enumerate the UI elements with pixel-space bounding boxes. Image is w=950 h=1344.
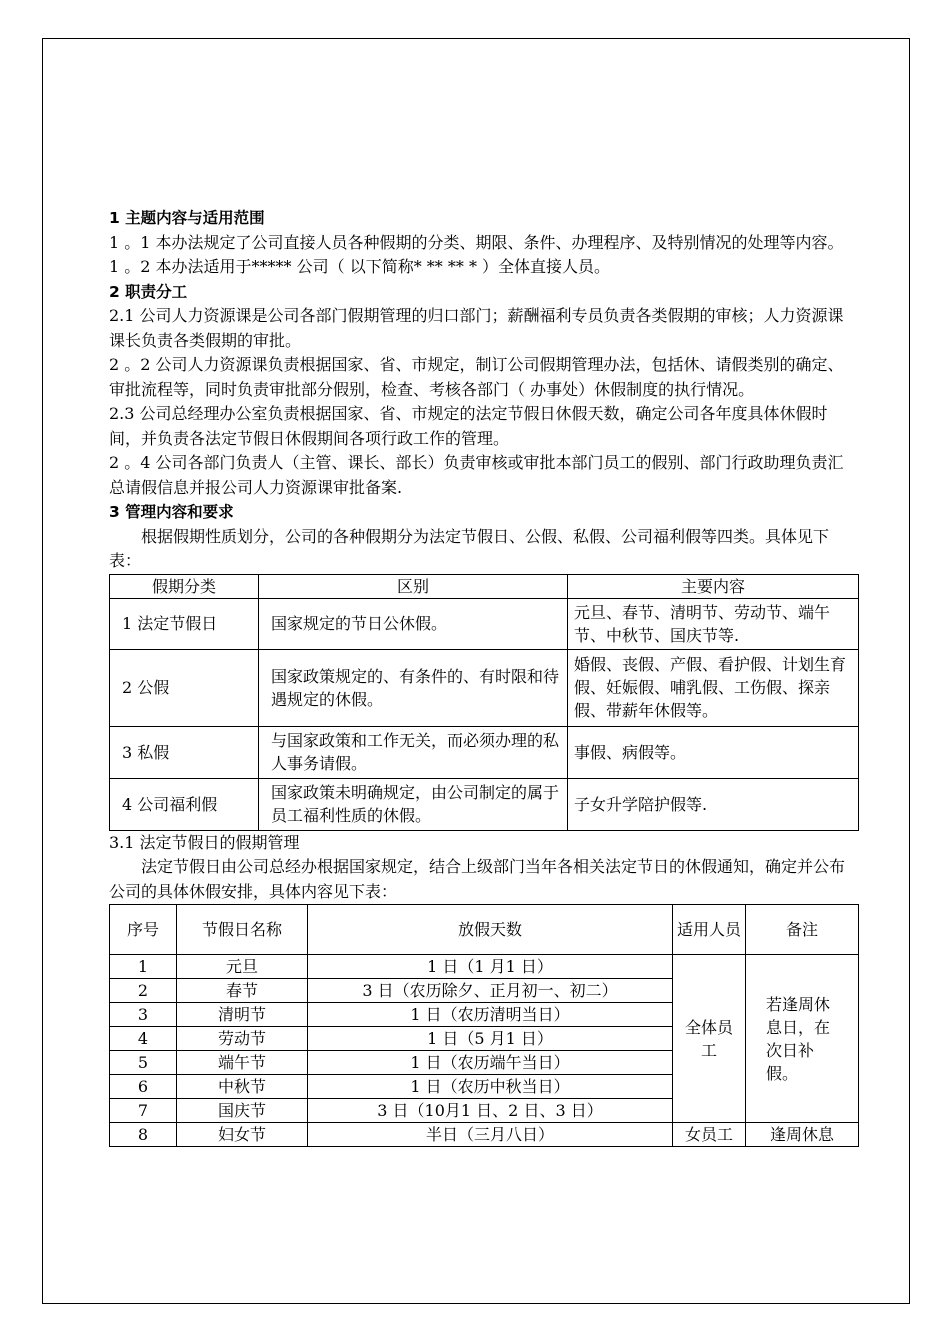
- holiday-table: [109, 904, 859, 1147]
- table-cell: 中秋节: [177, 1075, 308, 1099]
- table-header-cell: 假期分类: [110, 574, 259, 598]
- table-cell: 3 私假: [110, 726, 259, 778]
- table-header-cell: 备注: [746, 905, 859, 955]
- table-row: [110, 726, 859, 778]
- table-cell: 8: [110, 1123, 177, 1147]
- table-header-cell: 放假天数: [308, 905, 673, 955]
- paragraph-2-2: 2 。2 公司人力资源课负责根据国家、省、市规定，制订公司假期管理办法，包括休、请假类别的确定、审批流程等，同时负责审批部分假别，检查、考核各部门（ 办事处）休假制度的执行情况。: [109, 355, 844, 399]
- table-cell: 1 日（5 月1 日）: [308, 1027, 673, 1051]
- table-header-cell: 区别: [259, 574, 568, 598]
- table-cell: 3 日（农历除夕、正月初一、初二）: [308, 979, 673, 1003]
- table-header-cell: 序号: [110, 905, 177, 955]
- table-cell: 子女升学陪护假等.: [568, 778, 859, 830]
- table-cell: 婚假、丧假、产假、看护假、计划生育假、妊娠假、哺乳假、工伤假、探亲假、带薪年休假等。: [568, 649, 859, 726]
- section-3-intro: 根据假期性质划分，公司的各种假期分为法定节假日、公假、私假、公司福利假等四类。具体见下表：: [109, 526, 830, 570]
- table-row: [110, 955, 859, 979]
- leave-category-table: [109, 574, 859, 831]
- table-cell: 与国家政策和工作无关，而必须办理的私人事务请假。: [259, 726, 568, 778]
- weekend-note-cell: 若逢周休息日，在次日补假。: [746, 955, 859, 1123]
- table-header-cell: 主要内容: [568, 574, 859, 598]
- table-cell: 国家规定的节日公休假。: [259, 598, 568, 649]
- table-row: [110, 598, 859, 649]
- table-row: [110, 1123, 859, 1147]
- section-3-heading: 3 管理内容和要求: [109, 503, 234, 521]
- section-1-heading: 1 主题内容与适用范围: [109, 209, 265, 227]
- document-body: [109, 206, 859, 1147]
- table-cell: 1 日（1 月1 日）: [308, 955, 673, 979]
- table-row: [110, 778, 859, 830]
- table-cell: 1 法定节假日: [110, 598, 259, 649]
- table-cell: 2 公假: [110, 649, 259, 726]
- table-cell: 2: [110, 979, 177, 1003]
- paragraph-2-1: 2.1 公司人力资源课是公司各部门假期管理的归口部门；薪酬福利专员负责各类假期的审核；人力资源课课长负责各类假期的审批。: [109, 306, 844, 350]
- paragraph-2-3: 2.3 公司总经理办公室负责根据国家、省、市规定的法定节假日休假天数，确定公司各年度具体休假时间，并负责各法定节假日休假期间各项行政工作的管理。: [109, 404, 828, 448]
- table-cell: 5: [110, 1051, 177, 1075]
- subsection-3-1-heading: 3.1 法定节假日的假期管理: [109, 832, 300, 852]
- table-cell: 清明节: [177, 1003, 308, 1027]
- table-cell: 1: [110, 955, 177, 979]
- table-cell: 3 日（10月1 日、2 日、3 日）: [308, 1099, 673, 1123]
- table-header-cell: 适用人员: [673, 905, 746, 955]
- paragraph-1-2: 1 。2 本办法适用于***** 公司（ 以下简称* ** ** * ）全体直接人员。: [109, 257, 611, 276]
- table-cell: 国家政策规定的、有条件的、有时限和待遇规定的休假。: [259, 649, 568, 726]
- table-row: [110, 649, 859, 726]
- table-cell: 春节: [177, 979, 308, 1003]
- table-cell: 劳动节: [177, 1027, 308, 1051]
- paragraph-2-4: 2 。4 公司各部门负责人（主管、课长、部长）负责审核或审批本部门员工的假别、部门行政助理负责汇总请假信息并报公司人力资源课审批备案.: [109, 453, 844, 497]
- table-header-row: [110, 574, 859, 598]
- table-cell: 妇女节: [177, 1123, 308, 1147]
- table-cell: 事假、病假等。: [568, 726, 859, 778]
- paragraph-1-1: 1 。1 本办法规定了公司直接人员各种假期的分类、期限、条件、办理程序、及特别情况的处理等内容。: [109, 232, 844, 252]
- table-cell: 1 日（农历端午当日）: [308, 1051, 673, 1075]
- table-cell: 4: [110, 1027, 177, 1051]
- table-cell: 1 日（农历清明当日）: [308, 1003, 673, 1027]
- section-2-heading: 2 职责分工: [109, 282, 188, 301]
- table-cell: 元旦、春节、清明节、劳动节、端午节、中秋节、国庆节等.: [568, 598, 859, 649]
- table-cell: 7: [110, 1099, 177, 1123]
- table-cell: 女员工: [673, 1123, 746, 1147]
- table-header-row: [110, 905, 859, 955]
- subsection-3-1-intro: 法定节假日由公司总经办根据国家规定，结合上级部门当年各相关法定节日的休假通知，确定并公布公司的具体休假安排，具体内容见下表：: [109, 857, 846, 901]
- table-cell: 元旦: [177, 955, 308, 979]
- table-cell: 国庆节: [177, 1099, 308, 1123]
- table-cell: 4 公司福利假: [110, 778, 259, 830]
- table-cell: 半日（三月八日）: [308, 1123, 673, 1147]
- table-cell: 1 日（农历中秋当日）: [308, 1075, 673, 1099]
- table-cell: 3: [110, 1003, 177, 1027]
- table-cell: 6: [110, 1075, 177, 1099]
- table-cell: 国家政策未明确规定，由公司制定的属于员工福利性质的休假。: [259, 778, 568, 830]
- table-header-cell: 节假日名称: [177, 905, 308, 955]
- table-cell: 逢周休息: [746, 1123, 859, 1147]
- applies-to-all-cell: 全体员工: [673, 955, 746, 1123]
- table-cell: 端午节: [177, 1051, 308, 1075]
